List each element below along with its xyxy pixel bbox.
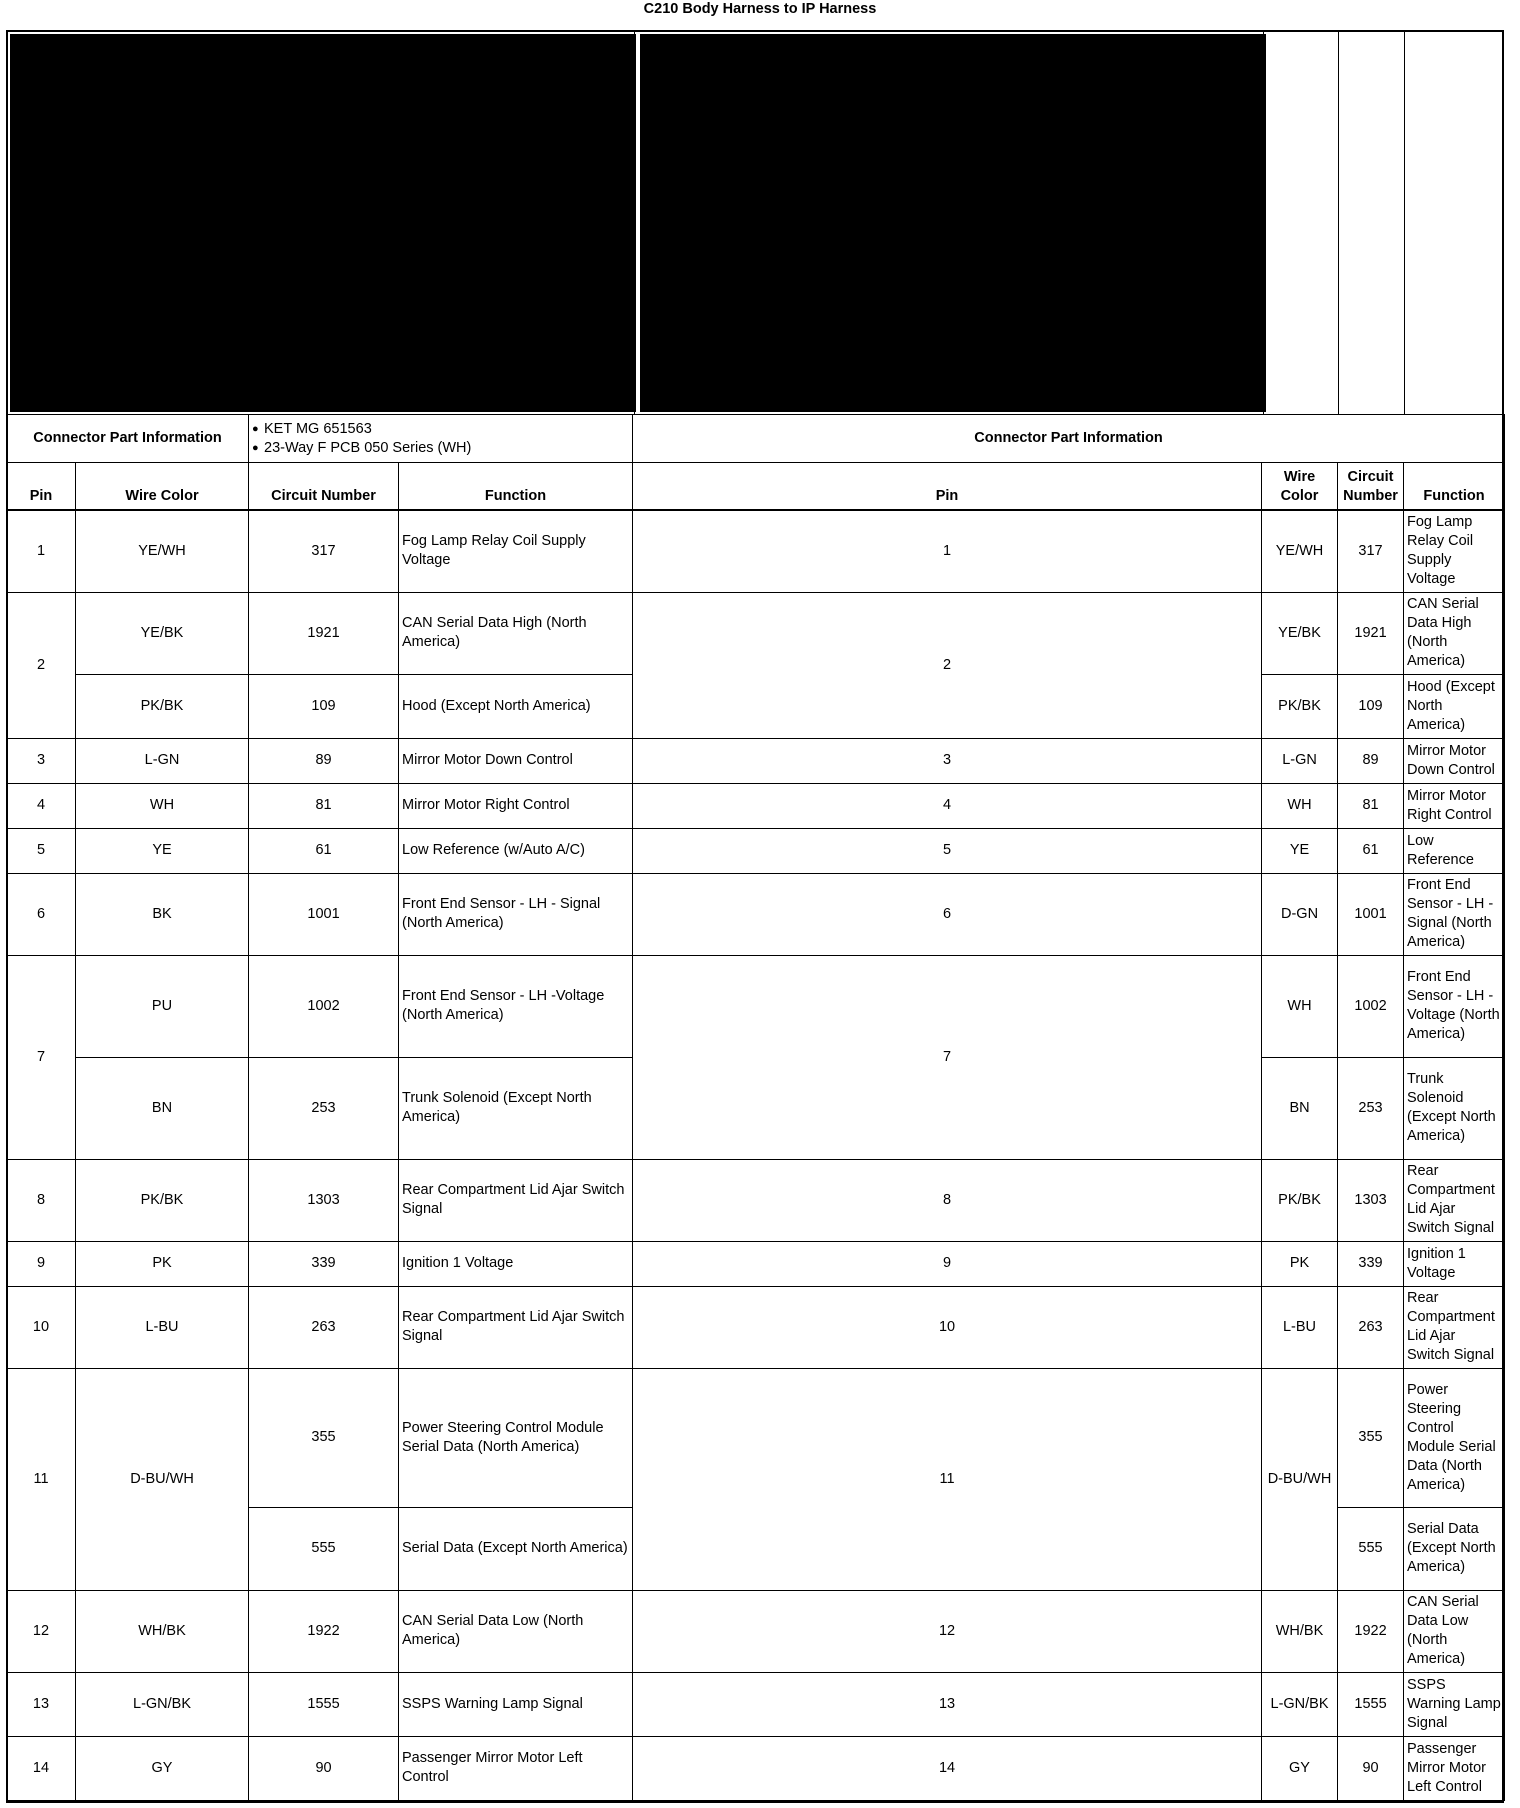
left-connector-info-label: Connector Part Information <box>7 415 249 463</box>
wire-color-cell: BN <box>76 1057 249 1159</box>
table-row <box>7 1736 1505 1800</box>
right-wire-color-cell: WH <box>1262 955 1338 1057</box>
wire-color-cell: PK <box>76 1241 249 1286</box>
right-function-cell: Front End Sensor - LH -Voltage (North America) <box>1404 955 1505 1057</box>
circuit-number-cell: 89 <box>249 738 399 783</box>
right-wire-color-cell: YE/BK <box>1262 592 1338 674</box>
right-circuit-number-cell: 263 <box>1338 1286 1404 1368</box>
wire-color-cell: PU <box>76 955 249 1057</box>
right-circuit-number-cell: 317 <box>1338 510 1404 592</box>
pin-cell: 7 <box>7 955 76 1159</box>
right-circuit-number-cell: 1303 <box>1338 1159 1404 1241</box>
wire-color-cell: L-GN/BK <box>76 1672 249 1736</box>
table-row <box>7 1241 1505 1286</box>
right-wire-color-cell: PK/BK <box>1262 674 1338 738</box>
right-pin-cell: 9 <box>633 1241 1262 1286</box>
right-connector-info-label: Connector Part Information <box>633 415 1505 463</box>
right-circuit-number-cell: 1922 <box>1338 1590 1404 1672</box>
right-pin-cell: 8 <box>633 1159 1262 1241</box>
function-cell: Passenger Mirror Motor Left Control <box>399 1736 633 1800</box>
circuit-number-cell: 263 <box>249 1286 399 1368</box>
right-pin-cell: 14 <box>633 1736 1262 1800</box>
divider <box>1263 32 1264 415</box>
pin-cell: 5 <box>7 828 76 873</box>
circuit-number-cell: 109 <box>249 674 399 738</box>
table-row <box>7 828 1505 873</box>
pin-cell: 13 <box>7 1672 76 1736</box>
col-header-pin: Pin <box>7 463 76 511</box>
function-cell: Ignition 1 Voltage <box>399 1241 633 1286</box>
function-cell: Front End Sensor - LH -Voltage (North America) <box>399 955 633 1057</box>
right-function-cell: Trunk Solenoid (Except North America) <box>1404 1057 1505 1159</box>
right-circuit-number-cell: 109 <box>1338 674 1404 738</box>
pin-cell: 2 <box>7 592 76 738</box>
col-header-right-wire-color: Wire Color <box>1262 463 1338 511</box>
wire-color-cell: YE/WH <box>76 510 249 592</box>
function-cell: Rear Compartment Lid Ajar Switch Signal <box>399 1286 633 1368</box>
right-pin-cell: 7 <box>633 955 1262 1159</box>
function-cell: Mirror Motor Right Control <box>399 783 633 828</box>
table-row <box>7 1368 1505 1507</box>
pin-cell: 6 <box>7 873 76 955</box>
circuit-number-cell: 555 <box>249 1507 399 1590</box>
right-function-cell: Passenger Mirror Motor Left Control <box>1404 1736 1505 1800</box>
right-wire-color-cell: BN <box>1262 1057 1338 1159</box>
right-function-cell: Rear Compartment Lid Ajar Switch Signal <box>1404 1286 1505 1368</box>
left-connector-info-list <box>249 415 633 463</box>
right-wire-color-cell: L-BU <box>1262 1286 1338 1368</box>
divider <box>1338 32 1339 415</box>
table-row <box>7 783 1505 828</box>
right-circuit-number-cell: 555 <box>1338 1507 1404 1590</box>
right-circuit-number-cell: 1001 <box>1338 873 1404 955</box>
pin-cell: 14 <box>7 1736 76 1800</box>
function-cell: Power Steering Control Module Serial Data (North America) <box>399 1368 633 1507</box>
circuit-number-cell: 1922 <box>249 1590 399 1672</box>
part-info-item: ● KET MG 651563 <box>264 420 629 439</box>
function-cell: Hood (Except North America) <box>399 674 633 738</box>
circuit-number-cell: 1555 <box>249 1672 399 1736</box>
right-circuit-number-cell: 81 <box>1338 783 1404 828</box>
table-row <box>7 1590 1505 1672</box>
table-row <box>7 510 1505 592</box>
pin-cell: 11 <box>7 1368 76 1590</box>
col-header-function: Function <box>399 463 633 511</box>
right-wire-color-cell: GY <box>1262 1736 1338 1800</box>
wire-color-cell: GY <box>76 1736 249 1800</box>
right-pin-cell: 12 <box>633 1590 1262 1672</box>
right-pin-cell: 6 <box>633 873 1262 955</box>
pin-cell: 4 <box>7 783 76 828</box>
function-cell: Fog Lamp Relay Coil Supply Voltage <box>399 510 633 592</box>
right-connector-image <box>640 34 1266 412</box>
right-function-cell: Rear Compartment Lid Ajar Switch Signal <box>1404 1159 1505 1241</box>
right-pin-cell: 1 <box>633 510 1262 592</box>
right-function-cell: Fog Lamp Relay Coil Supply Voltage <box>1404 510 1505 592</box>
pin-cell: 1 <box>7 510 76 592</box>
right-wire-color-cell: L-GN <box>1262 738 1338 783</box>
circuit-number-cell: 1002 <box>249 955 399 1057</box>
function-cell: Mirror Motor Down Control <box>399 738 633 783</box>
wire-color-cell: WH <box>76 783 249 828</box>
function-cell: Serial Data (Except North America) <box>399 1507 633 1590</box>
circuit-number-cell: 90 <box>249 1736 399 1800</box>
right-wire-color-cell: D-GN <box>1262 873 1338 955</box>
circuit-number-cell: 81 <box>249 783 399 828</box>
wire-color-cell: L-GN <box>76 738 249 783</box>
pin-cell: 3 <box>7 738 76 783</box>
table-row <box>7 1672 1505 1736</box>
right-function-cell: Serial Data (Except North America) <box>1404 1507 1505 1590</box>
right-pin-cell: 4 <box>633 783 1262 828</box>
right-wire-color-cell: WH <box>1262 783 1338 828</box>
function-cell: SSPS Warning Lamp Signal <box>399 1672 633 1736</box>
pin-cell: 9 <box>7 1241 76 1286</box>
right-pin-cell: 11 <box>633 1368 1262 1590</box>
col-header-right-function: Function <box>1404 463 1505 511</box>
part-info-item: ● 23-Way F PCB 050 Series (WH) <box>264 439 629 458</box>
wire-color-cell: WH/BK <box>76 1590 249 1672</box>
right-circuit-number-cell: 355 <box>1338 1368 1404 1507</box>
wire-color-cell: PK/BK <box>76 1159 249 1241</box>
wire-color-cell: PK/BK <box>76 674 249 738</box>
col-header-right-circuit-number: Circuit Number <box>1338 463 1404 511</box>
right-pin-cell: 2 <box>633 592 1262 738</box>
divider <box>1404 32 1405 415</box>
circuit-number-cell: 61 <box>249 828 399 873</box>
function-cell: Low Reference (w/Auto A/C) <box>399 828 633 873</box>
right-function-cell: CAN Serial Data High (North America) <box>1404 592 1505 674</box>
right-function-cell: CAN Serial Data Low (North America) <box>1404 1590 1505 1672</box>
table-row <box>7 1159 1505 1241</box>
pin-cell: 8 <box>7 1159 76 1241</box>
table-row <box>7 1286 1505 1368</box>
right-wire-color-cell: WH/BK <box>1262 1590 1338 1672</box>
right-function-cell: Power Steering Control Module Serial Data (North America) <box>1404 1368 1505 1507</box>
wire-color-cell: YE/BK <box>76 592 249 674</box>
function-cell: Rear Compartment Lid Ajar Switch Signal <box>399 1159 633 1241</box>
pinout-table <box>6 414 1505 1801</box>
col-header-right-pin: Pin <box>633 463 1262 511</box>
circuit-number-cell: 1303 <box>249 1159 399 1241</box>
right-wire-color-cell: D-BU/WH <box>1262 1368 1338 1590</box>
wire-color-cell: D-BU/WH <box>76 1368 249 1590</box>
right-circuit-number-cell: 61 <box>1338 828 1404 873</box>
wire-color-cell: YE <box>76 828 249 873</box>
circuit-number-cell: 355 <box>249 1368 399 1507</box>
circuit-number-cell: 253 <box>249 1057 399 1159</box>
wire-color-cell: L-BU <box>76 1286 249 1368</box>
right-circuit-number-cell: 253 <box>1338 1057 1404 1159</box>
wire-color-cell: BK <box>76 873 249 955</box>
pin-cell: 12 <box>7 1590 76 1672</box>
right-function-cell: Ignition 1 Voltage <box>1404 1241 1505 1286</box>
right-circuit-number-cell: 90 <box>1338 1736 1404 1800</box>
function-cell: CAN Serial Data Low (North America) <box>399 1590 633 1672</box>
right-wire-color-cell: L-GN/BK <box>1262 1672 1338 1736</box>
connector-images-area <box>6 30 1504 415</box>
circuit-number-cell: 1921 <box>249 592 399 674</box>
left-connector-image <box>10 34 636 412</box>
circuit-number-cell: 1001 <box>249 873 399 955</box>
function-cell: CAN Serial Data High (North America) <box>399 592 633 674</box>
circuit-number-cell: 339 <box>249 1241 399 1286</box>
table-row <box>7 873 1505 955</box>
function-cell: Front End Sensor - LH - Signal (North America) <box>399 873 633 955</box>
page-title: C210 Body Harness to IP Harness <box>643 1 877 17</box>
right-pin-cell: 3 <box>633 738 1262 783</box>
col-header-circuit-number: Circuit Number <box>249 463 399 511</box>
right-function-cell: Front End Sensor - LH - Signal (North America) <box>1404 873 1505 955</box>
right-wire-color-cell: YE/WH <box>1262 510 1338 592</box>
table-row <box>7 592 1505 674</box>
divider <box>634 32 635 415</box>
right-function-cell: Mirror Motor Right Control <box>1404 783 1505 828</box>
right-pin-cell: 5 <box>633 828 1262 873</box>
right-function-cell: Low Reference <box>1404 828 1505 873</box>
right-pin-cell: 13 <box>633 1672 1262 1736</box>
right-circuit-number-cell: 339 <box>1338 1241 1404 1286</box>
right-circuit-number-cell: 89 <box>1338 738 1404 783</box>
right-function-cell: SSPS Warning Lamp Signal <box>1404 1672 1505 1736</box>
table-row <box>7 955 1505 1057</box>
right-function-cell: Mirror Motor Down Control <box>1404 738 1505 783</box>
right-wire-color-cell: PK/BK <box>1262 1159 1338 1241</box>
right-circuit-number-cell: 1921 <box>1338 592 1404 674</box>
right-function-cell: Hood (Except North America) <box>1404 674 1505 738</box>
right-pin-cell: 10 <box>633 1286 1262 1368</box>
col-header-wire-color: Wire Color <box>76 463 249 511</box>
right-wire-color-cell: PK <box>1262 1241 1338 1286</box>
right-wire-color-cell: YE <box>1262 828 1338 873</box>
right-circuit-number-cell: 1002 <box>1338 955 1404 1057</box>
pin-cell: 10 <box>7 1286 76 1368</box>
table-row <box>7 738 1505 783</box>
right-circuit-number-cell: 1555 <box>1338 1672 1404 1736</box>
function-cell: Trunk Solenoid (Except North America) <box>399 1057 633 1159</box>
circuit-number-cell: 317 <box>249 510 399 592</box>
